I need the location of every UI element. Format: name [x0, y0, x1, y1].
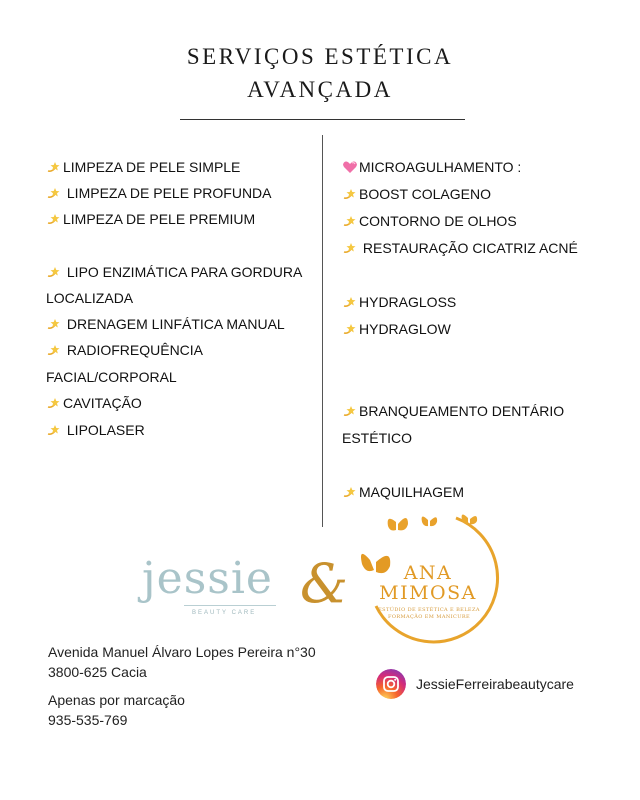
appointment-note: Apenas por marcação [48, 692, 185, 708]
page-title [0, 40, 640, 106]
service-item [46, 185, 272, 202]
ana-mimosa-title [363, 563, 493, 603]
service-item [46, 342, 203, 359]
service-label: RESTAURAÇÃO CICATRIZ ACNÉ [359, 240, 578, 256]
jessie-wordmark: jessie [142, 553, 273, 604]
service-label: MAQUILHAGEM [359, 484, 465, 500]
service-label: LIPO ENZIMÁTICA PARA GORDURA [63, 264, 303, 280]
dizzy-star-icon [342, 214, 358, 228]
service-item [46, 264, 302, 281]
dizzy-star-icon [46, 160, 62, 174]
service-label: LIMPEZA DE PELE PREMIUM [63, 211, 256, 227]
service-item [342, 294, 456, 311]
service-label: BRANQUEAMENTO DENTÁRIO [359, 403, 565, 419]
jessie-tagline: BEAUTY CARE [192, 610, 257, 616]
instagram-handle[interactable]: JessieFerreirabeautycare [416, 676, 574, 692]
dizzy-star-icon [46, 212, 62, 226]
service-label: HYDRAGLOSS [359, 294, 457, 310]
service-item [342, 321, 451, 338]
ampersand: & [299, 552, 349, 615]
service-label: LIMPEZA DE PELE SIMPLE [63, 159, 241, 175]
dizzy-star-icon [46, 343, 62, 357]
dizzy-star-icon [342, 485, 358, 499]
heart-icon [342, 160, 358, 174]
phone-number[interactable]: 935-535-769 [48, 712, 128, 728]
address-line-2: 3800-625 Cacia [48, 664, 147, 680]
dizzy-star-icon [46, 423, 62, 437]
dizzy-star-icon [342, 187, 358, 201]
dizzy-star-icon [46, 317, 62, 331]
jessie-logo [140, 552, 275, 622]
dizzy-star-icon [342, 404, 358, 418]
dizzy-star-icon [342, 322, 358, 336]
butterfly-icon [462, 514, 478, 524]
service-item [46, 211, 255, 228]
service-label: CONTORNO DE OLHOS [359, 213, 517, 229]
ana-tagline-line-2: FORMAÇÃO EM MANICURE [387, 614, 471, 620]
service-label: CAVITAÇÃO [63, 395, 142, 411]
dizzy-star-icon [46, 186, 62, 200]
service-item [46, 422, 145, 439]
butterfly-icon [388, 518, 408, 531]
ana-mimosa-tagline [371, 607, 487, 621]
service-label: LIMPEZA DE PELE PROFUNDA [63, 185, 272, 201]
service-label: RADIOFREQUÊNCIA [63, 342, 204, 358]
dizzy-star-icon [46, 265, 62, 279]
service-label: LIPOLASER [63, 422, 145, 438]
title-divider [180, 119, 465, 120]
dizzy-star-icon [342, 295, 358, 309]
title-line-2: AVANÇADA [247, 77, 393, 102]
instagram-icon[interactable] [376, 669, 406, 699]
jessie-underline [184, 605, 276, 606]
service-item [342, 484, 464, 501]
service-item [342, 159, 521, 176]
title-line-1: SERVIÇOS ESTÉTICA [186, 44, 454, 69]
dizzy-star-icon [342, 241, 358, 255]
column-divider [322, 135, 323, 527]
service-label: HYDRAGLOW [359, 321, 451, 337]
service-item [342, 213, 517, 230]
service-item [46, 316, 285, 333]
service-label-continued: FACIAL/CORPORAL [46, 369, 177, 385]
service-label-continued: LOCALIZADA [46, 290, 134, 306]
service-item [342, 186, 491, 203]
service-item [342, 240, 578, 257]
butterfly-icon [422, 516, 438, 526]
service-label-continued: ESTÉTICO [342, 430, 413, 446]
dizzy-star-icon [46, 396, 62, 410]
service-item [342, 403, 564, 420]
service-item [46, 159, 240, 176]
ana-tagline-line-1: ESTÚDIO DE ESTÉTICA E BELEZA [378, 607, 480, 613]
service-label: BOOST COLAGENO [359, 186, 491, 202]
ana-title-line-1: ANA [403, 562, 453, 584]
ana-title-line-2: MIMOSA [379, 582, 477, 604]
service-label: MICROAGULHAMENTO : [359, 159, 522, 175]
address-line-1: Avenida Manuel Álvaro Lopes Pereira n°30 [48, 644, 316, 660]
service-label: DRENAGEM LINFÁTICA MANUAL [63, 316, 285, 332]
service-item [46, 395, 142, 412]
